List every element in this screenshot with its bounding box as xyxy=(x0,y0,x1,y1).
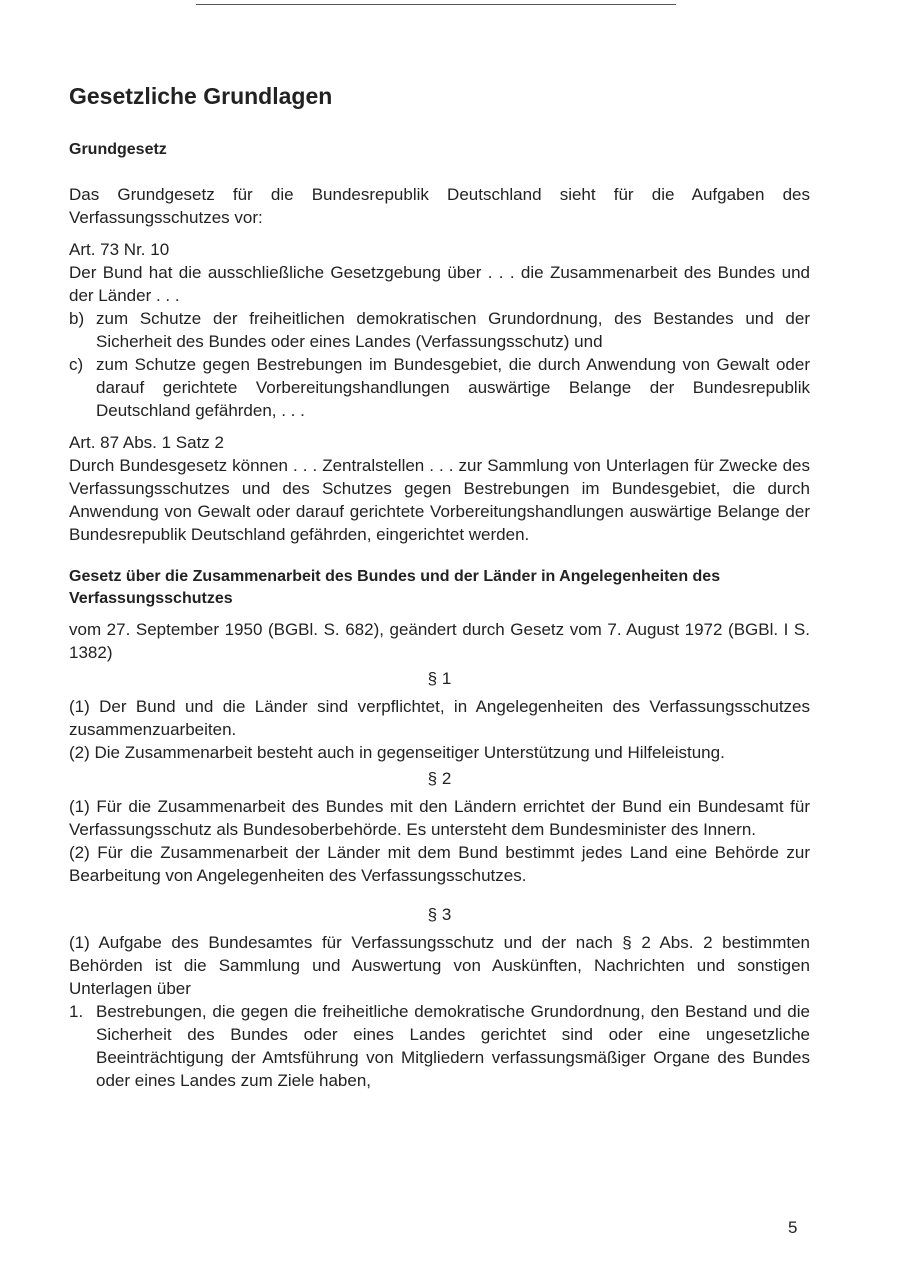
section-heading-grundgesetz: Grundgesetz xyxy=(69,141,167,158)
paragraph-2-label: § 2 xyxy=(427,769,452,788)
article-73-item-c xyxy=(69,353,810,422)
paragraph-1-clause-1: (1) Der Bund und die Länder sind verpflichtet, in Angelegenheiten des Verfassungsschutzes zusammenzuarbeiten. xyxy=(69,697,810,739)
article-73-block xyxy=(69,238,810,422)
section-heading-law: Gesetz über die Zusammenarbeit des Bundes und der Länder in Angelegenheiten des Verfassungsschutzes xyxy=(69,568,721,607)
article-73-text: Der Bund hat die ausschließliche Gesetzgebung über . . . die Zusammenarbeit des Bundes und der Länder . . . xyxy=(69,263,810,305)
article-87-block xyxy=(69,431,810,546)
law-date: vom 27. September 1950 (BGBl. S. 682), geändert durch Gesetz vom 7. August 1972 (BGBl. I S. 1382) xyxy=(69,620,810,662)
paragraph-3-label: § 3 xyxy=(427,905,452,924)
paragraph-3-item-1 xyxy=(69,1000,810,1092)
page-number: 5 xyxy=(788,1218,798,1237)
article-87-text: Durch Bundesgesetz können . . . Zentralstellen . . . zur Sammlung von Unterlagen für Zwecke des Verfassungsschutzes und des Schutzes gegen Bestrebungen im Bundesgebiet, die durch Anwendung von Gewalt oder darauf gerichtete Vorbereitungshandlungen auswärtige Belange der Bundesrepublik Deutschland gefährden, eingerichtet werden. xyxy=(69,456,810,544)
article-73-item-b xyxy=(69,307,810,353)
article-73-ref: Art. 73 Nr. 10 xyxy=(69,240,170,259)
item-text: zum Schutze gegen Bestrebungen im Bundesgebiet, die durch Anwendung von Gewalt oder darauf gerichtete Vorbereitungshandlungen auswärtige Belange der Bundesrepublik Deutschland gefährden, . . . xyxy=(96,355,810,420)
paragraph-3-clause-1: (1) Aufgabe des Bundesamtes für Verfassungsschutz und der nach § 2 Abs. 2 bestimmten Behörden ist die Sammlung und Auswertung von Auskünften, Nachrichten und sonstigen Unterlagen über xyxy=(69,933,810,998)
paragraph-2-clause-2: (2) Für die Zusammenarbeit der Länder mit dem Bund bestimmt jedes Land eine Behörde zur Bearbeitung von Angelegenheiten des Verfassungsschutzes. xyxy=(69,843,810,885)
paragraph-2-clause-1: (1) Für die Zusammenarbeit des Bundes mit den Ländern errichtet der Bund ein Bundesamt für Verfassungsschutz als Bundesoberbehörde. Es untersteht dem Bundesminister des Innern. xyxy=(69,797,810,839)
paragraph-1-clause-2: (2) Die Zusammenarbeit besteht auch in gegenseitiger Unterstützung und Hilfeleistung. xyxy=(69,743,725,762)
item-label: 1. xyxy=(69,1002,84,1021)
grundgesetz-intro: Das Grundgesetz für die Bundesrepublik Deutschland sieht für die Aufgaben des Verfassungsschutzes vor: xyxy=(69,185,810,227)
item-label: c) xyxy=(69,355,84,374)
article-87-ref: Art. 87 Abs. 1 Satz 2 xyxy=(69,433,224,452)
paragraph-1-label: § 1 xyxy=(427,669,452,688)
item-label: b) xyxy=(69,309,85,328)
document-page xyxy=(69,80,810,1092)
item-text: zum Schutze der freiheitlichen demokratischen Grundordnung, des Bestandes und der Sicherheit des Bundes oder eines Landes (Verfassungsschutz) und xyxy=(96,309,810,351)
top-rule xyxy=(196,4,676,5)
item-text: Bestrebungen, die gegen die freiheitliche demokratische Grundordnung, den Bestand und die Sicherheit des Bundes oder eines Landes gerichtet sind oder eine ungesetzliche Beeinträchtigung der Amtsführung von Mitgliedern verfassungsmäßiger Organe des Bundes oder eines Landes zum Ziele haben, xyxy=(96,1002,810,1090)
page-title: Gesetzliche Grundlagen xyxy=(69,83,333,109)
